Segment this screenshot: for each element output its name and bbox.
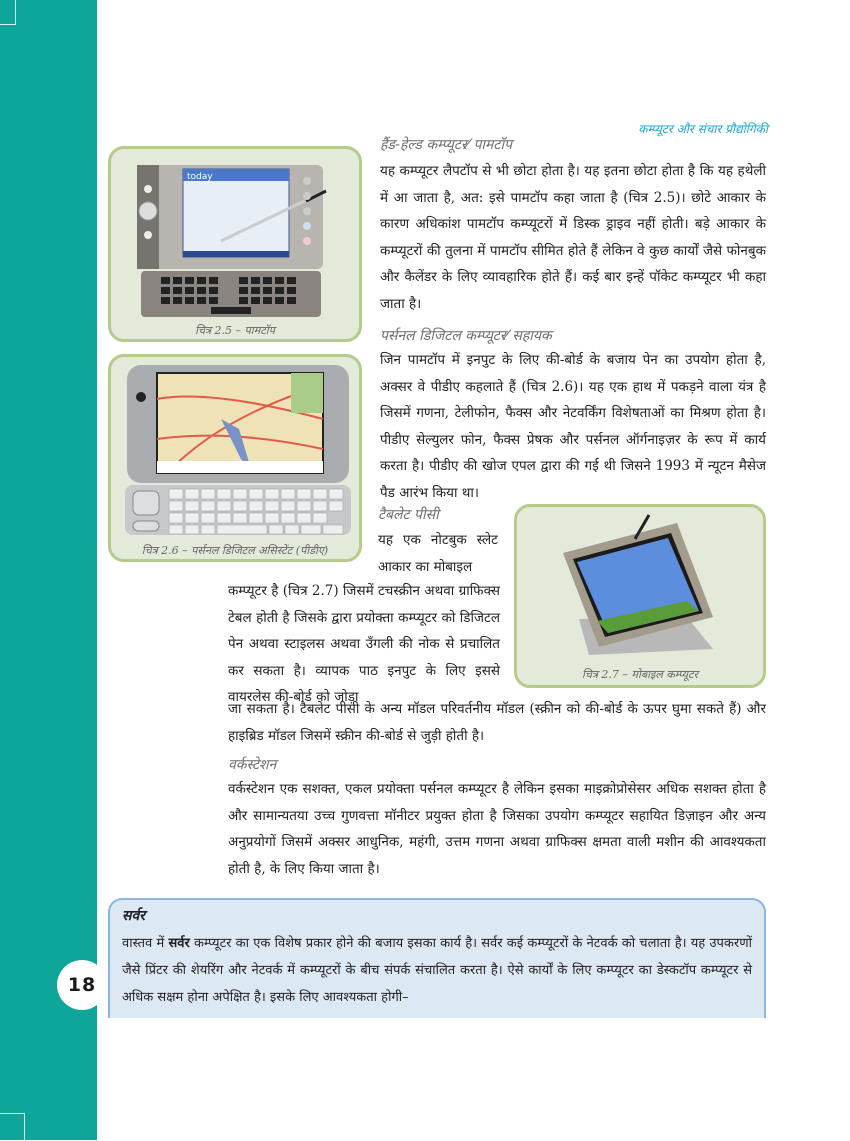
heading-tablet: टैबलेट पीसी (378, 507, 439, 523)
heading-handheld: हैंड-हेल्ड कम्प्यूटर⁄ पामटॉप (380, 137, 513, 153)
figure-pda (108, 354, 362, 562)
figure-caption: चित्र 2.5 – पामटॉप (195, 324, 275, 337)
svg-text:today: today (187, 172, 213, 182)
crop-mark-top (0, 0, 16, 25)
figure-tablet (514, 504, 766, 688)
figure-palmtop (108, 146, 362, 342)
server-box (108, 898, 766, 1018)
paragraph-workstation: वर्कस्टेशन एक सशक्त, एकल प्रयोक्ता पर्सनल कम्प्यूटर है लेकिन इसका माइक्रोप्रोसेसर अधिक सशक्त होता है और सामान्यतया उच्च गुणवत्ता मॉनीटर प्रयुक्त होता है जिसका उपयोग कम्प्यूटर सहायित डिज़ाइन और अन्य अनुप्रयोगों जिसमें अक्सर आधुनिक, महंगी, उत्तम गणना अथवा ग्राफिक्स क्षमता वाली मशीन की आवश्यकता होती है, के लिए किया जाता है। (228, 781, 766, 877)
figure-caption: चित्र 2.6 – पर्सनल डिजिटल असिस्टेंट (पीडीए) (141, 544, 329, 557)
page-number: 18 (57, 960, 107, 1010)
tablet-image (517, 509, 763, 665)
paragraph-handheld: यह कम्प्यूटर लैपटॉप से भी छोटा होता है। यह इतना छोटा होता है कि यह हथेली में आ जाता है, अत: इसे पामटॉप कहा जाता है (चित्र 2.5)। छोटे आकार के कारण अधिकांश पामटॉप कम्प्यूटरों में डिस्क ड्राइव नहीं होती। बड़े आकार के कम्प्यूटरों की तुलना में पामटॉप सीमित होते हैं लेकिन वे कुछ कार्यों जैसे फोनबुक और कैलेंडर के लिए व्यावहारिक होते हैं। कई बार इन्हें पॉकेट कम्प्यूटर भी कहा जाता है। (380, 163, 766, 312)
pda-image (111, 359, 359, 537)
server-box-text: वास्तव में सर्वर कम्प्यूटर का एक विशेष प्रकार होने की बजाय इसका कार्य है। सर्वर कई कम्प्यूटरों के नेटवर्क को चलाता है। यह उपकरणों जैसे प्रिंटर की शेयरिंग और नेटवर्क में कम्प्यूटरों के बीच संपर्क संचालित करता है। ऐसे कार्यों के लिए कम्प्यूटर का डेस्कटॉप कम्प्यूटर से अधिक सक्षम होना अपेक्षित है। इसके लिए आवश्यकता होगी– (122, 936, 752, 1005)
heading-workstation: वर्कस्टेशन (228, 757, 277, 773)
crop-mark-bottom (0, 1113, 25, 1141)
figure-caption: चित्र 2.7 – मोबाइल कम्प्यूटर (582, 668, 698, 681)
paragraph-tablet-part1: यह एक नोटबुक स्लेट आकार का मोबाइल (378, 532, 498, 575)
running-head: कम्प्यूटर और संचार प्रौद्योगिकी (638, 122, 768, 136)
paragraph-pda: जिन पामटॉप में इनपुट के लिए की-बोर्ड के बजाय पेन का उपयोग होता है, अक्सर वे पीडीए कहलाते हैं (चित्र 2.6)। यह एक हाथ में पकड़ने वाला यंत्र है जिसमें गणना, टेलीफोन, फैक्स और नेटवर्किंग विशेषताओं का मिश्रण होता है। पीडीए सेल्युलर फोन, फैक्स प्रेषक और पर्सनल ऑर्गनाइज़र के रूप में कार्य करता है। पीडीए की खोज एपल द्वारा की गई थी जिसने 1993 में न्यूटन मैसेज पैड आरंभ किया था। (380, 352, 766, 501)
server-bold-term: सर्वर (168, 936, 190, 951)
paragraph-tablet-part2: कम्प्यूटर है (चित्र 2.7) जिसमें टचस्क्रीन अथवा ग्राफिक्स टेबल होती है जिसके द्वारा प्रयोक्ता कम्प्यूटर को डिजिटल पेन अथवा स्टाइलस अथवा उँगली की नोक से प्रचालित कर सकता है। व्यापक पाठ इनपुट के लिए इससे वायरलेस की-बोर्ड को जोड़ा (228, 583, 500, 705)
heading-pda: पर्सनल डिजिटल कम्प्यूटर⁄ सहायक (380, 328, 552, 344)
palmtop-image (111, 151, 359, 319)
paragraph-tablet-part3: जा सकता है। टैबलेट पीसी के अन्य मॉडल परिवर्तनीय मॉडल (स्क्रीन को की-बोर्ड के ऊपर घुमा सकते हैं) और हाइब्रिड मॉडल जिसमें स्क्रीन की-बोर्ड से जुड़ी होती है। (228, 701, 766, 744)
server-box-title: सर्वर (122, 908, 145, 924)
